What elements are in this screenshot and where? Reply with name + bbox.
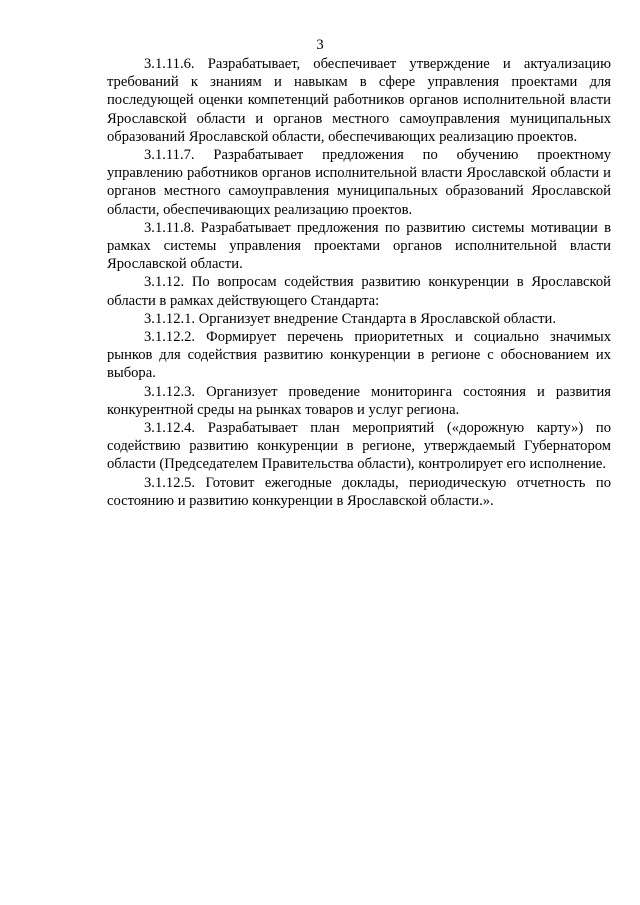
paragraph-3-1-12-4: 3.1.12.4. Разрабатывает план мероприятий («дорожную карту») по содействию развитию конкуренции в регионе, утверждаемый Губернатором области (Председателем Правительства области), контролирует его исполнение. <box>107 420 611 473</box>
paragraph-3-1-12-1: 3.1.12.1. Организует внедрение Стандарта в Ярославской области. <box>144 310 557 327</box>
paragraph-3-1-12-5: 3.1.12.5. Готовит ежегодные доклады, периодическую отчетность по состоянию и развитию конкуренции в Ярославской области.». <box>107 474 611 509</box>
paragraph-3-1-11-8: 3.1.11.8. Разрабатывает предложения по развитию системы мотивации в рамках системы управления проектами органов исполнительной власти Ярославской области. <box>107 219 611 273</box>
document-body <box>107 55 611 510</box>
page-number: 3 <box>316 37 324 53</box>
paragraph-3-1-11-6: 3.1.11.6. Разрабатывает, обеспечивает утверждение и актуализацию требований к знаниям и навыкам в сфере управления проектами для последующей оценки компетенций работников органов исполнительной власти Ярославской области и органов местного самоуправления муниципальных образований Ярославской области, обеспечивающих реализацию проектов. <box>107 56 611 145</box>
paragraph-3-1-11-7: 3.1.11.7. Разрабатывает предложения по обучению проектному управлению работников органов исполнительной власти Ярославской области и органов местного самоуправления муниципальных образований Ярославской области, обеспечивающих реализацию проектов. <box>107 147 611 218</box>
paragraph-3-1-12-2: 3.1.12.2. Формирует перечень приоритетных и социально значимых рынков для содействия развитию конкуренции в регионе с обоснованием их выбора. <box>107 329 611 382</box>
paragraph-3-1-12-3: 3.1.12.3. Организует проведение мониторинга состояния и развития конкурентной среды на рынках товаров и услуг региона. <box>107 383 611 418</box>
paragraph-3-1-12: 3.1.12. По вопросам содействия развитию конкуренции в Ярославской области в рамках действующего Стандарта: <box>107 274 611 309</box>
